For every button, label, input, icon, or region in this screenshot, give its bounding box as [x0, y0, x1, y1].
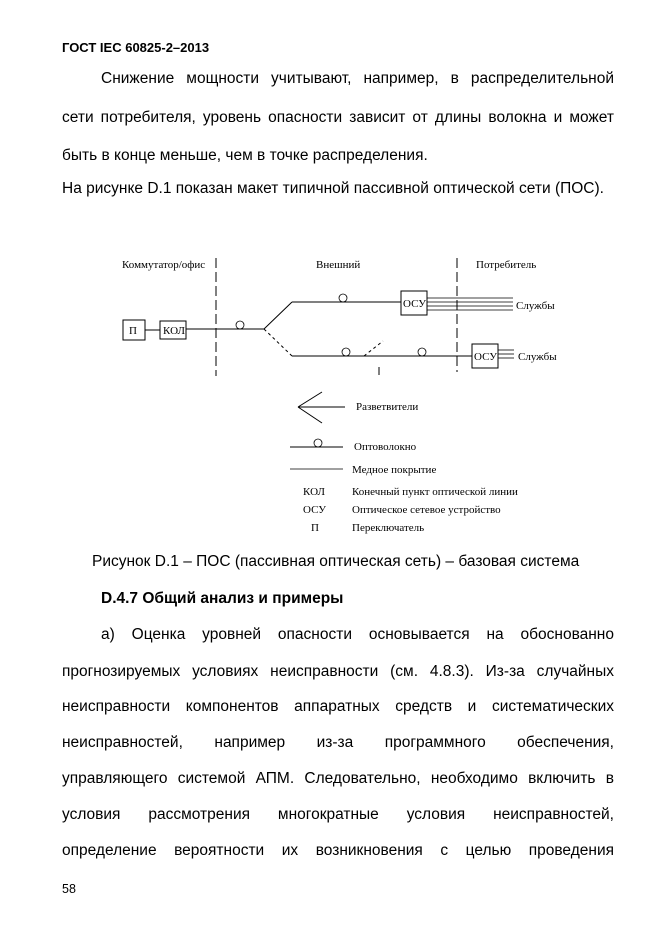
legend-splitters: Разветвители [356, 401, 419, 413]
fiber-loop-bottom-2 [418, 348, 426, 356]
kol-box-label: КОЛ [163, 325, 185, 337]
services-top: Службы [516, 300, 555, 312]
legend-p-abbr: П [311, 522, 319, 534]
splitter-branch-down [264, 329, 292, 356]
legend-kol-abbr: КОЛ [303, 486, 325, 498]
intro-line-3: быть в конце меньше, чем в точке распределения. [62, 147, 428, 164]
label-office: Коммутатор/офис [122, 259, 206, 271]
osu-box-top-label: ОСУ [403, 298, 427, 310]
section-line-3: неисправности компонентов аппаратных средств и систематических [62, 698, 614, 715]
fiber-loop-top [339, 294, 347, 302]
legend-osu-abbr: ОСУ [303, 504, 327, 516]
legend-copper: Медное покрытие [352, 464, 437, 476]
section-line-4: неисправностей, например из-за программного обеспечения, [62, 734, 614, 751]
legend-splitter-up [298, 392, 322, 407]
legend-fiber-loop [314, 439, 322, 447]
intro-line-1: Снижение мощности учитывают, например, в распределительной [101, 70, 614, 87]
services-bottom: Службы [518, 351, 557, 363]
legend-osu-desc: Оптическое сетевое устройство [352, 504, 501, 516]
section-line-6: условия рассмотрения многократные условия неисправностей, [62, 806, 614, 823]
section-line-2: прогнозируемых условиях неисправности (см. 4.8.3). Из-за случайных [62, 663, 614, 680]
fiber-loop-trunk [236, 321, 244, 329]
intro-line-2: сети потребителя, уровень опасности зависит от длины волокна и может [62, 109, 614, 126]
osu-box-bottom-label: ОСУ [474, 351, 498, 363]
page-number: 58 [62, 882, 76, 896]
legend-splitter-down [298, 407, 322, 423]
label-external: Внешний [316, 259, 361, 271]
figure-caption: Рисунок D.1 – ПОС (пассивная оптическая сеть) – базовая система [92, 553, 580, 570]
splitter-branch-up [264, 302, 292, 329]
fiber-loop-bottom-1 [342, 348, 350, 356]
document-header: ГОСТ IEC 60825-2–2013 [62, 40, 210, 55]
legend-kol-desc: Конечный пункт оптической линии [352, 486, 518, 498]
legend-fiber: Оптоволокно [354, 441, 417, 453]
section-line-7: определение вероятности их возникновения с целью проведения [62, 842, 614, 859]
legend-p-desc: Переключатель [352, 522, 425, 534]
section-line-5: управляющего системой АПМ. Следовательно, необходимо включить в [62, 770, 614, 787]
section-heading: D.4.7 Общий анализ и примеры [101, 590, 344, 607]
switch-box-label: П [129, 325, 137, 337]
figure-reference: На рисунке D.1 показан макет типичной пассивной оптической сети (ПОС). [62, 180, 604, 197]
label-consumer: Потребитель [476, 259, 537, 271]
sub-splitter [364, 341, 383, 356]
section-line-1: а) Оценка уровней опасности основывается на обоснованно [101, 626, 614, 643]
